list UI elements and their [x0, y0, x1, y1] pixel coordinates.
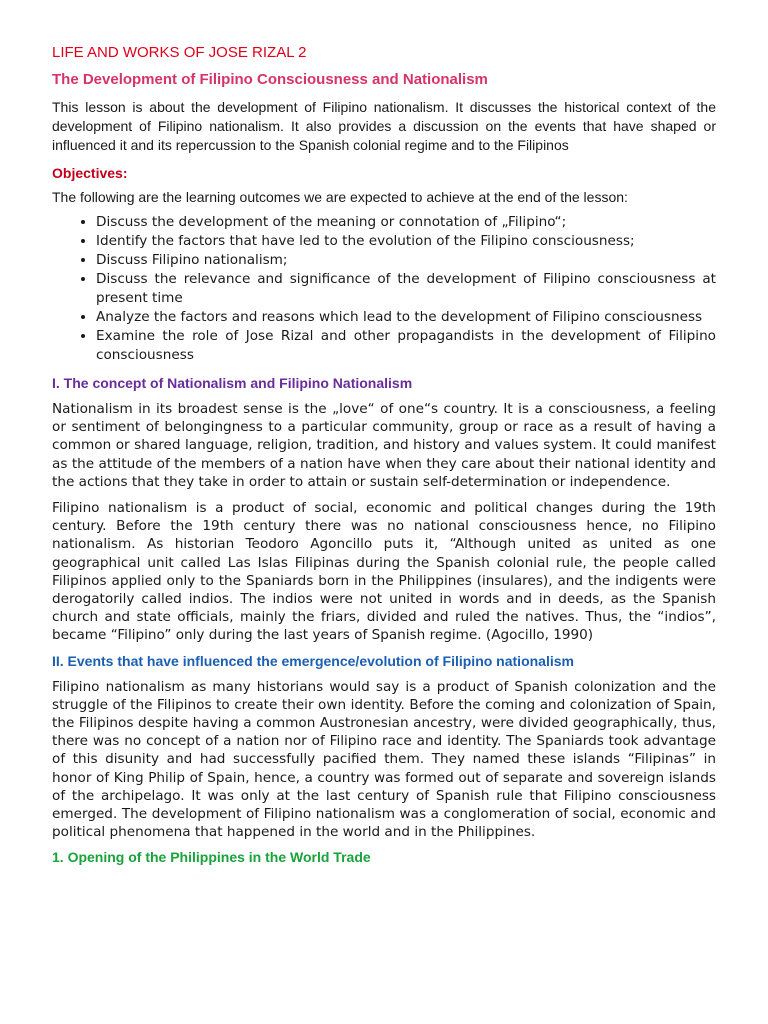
section-1-paragraph-1: Nationalism in its broadest sense is the „love“ of one“s country. It is a consciousness, a feeling or sentiment of belongingness to a particular community, group or race as a result of having a common or shared language, religion, tradition, and history and values system. It could manifest as the attitude of the members of a nation have when they care about their national identity and the actions that they take in order to attain or sustain self-determination or independence.	[52, 401, 716, 490]
objective-item: • Discuss Filipino nationalism;	[96, 251, 716, 270]
objective-item: • Examine the role of Jose Rizal and other propagandists in the development of Filipino consciousness	[96, 327, 716, 365]
section-3-heading: 1. Opening of the Philippines in the World Trade	[52, 849, 371, 866]
document-title: LIFE AND WORKS OF JOSE RIZAL 2	[52, 44, 307, 61]
intro-paragraph: This lesson is about the development of Filipino nationalism. It discusses the historical context of the development of Filipino nationalism. It also provides a discussion on the events that have shaped or influenced it and its repercussion to the Spanish colonial regime and to the Filipinos	[52, 99, 716, 153]
objective-item: • Discuss the development of the meaning or connotation of „Filipino“;	[96, 213, 716, 232]
objectives-lead: The following are the learning outcomes we are expected to achieve at the end of the lesson:	[52, 189, 628, 205]
objective-item: • Analyze the factors and reasons which lead to the development of Filipino consciousness	[96, 308, 716, 327]
objectives-heading: Objectives:	[52, 165, 128, 181]
objective-item: • Discuss the relevance and significance of the development of Filipino consciousness at present time	[96, 270, 716, 308]
lesson-subtitle: The Development of Filipino Consciousness and Nationalism	[52, 71, 488, 88]
section-1-paragraph-2: Filipino nationalism is a product of social, economic and political changes during the 19th century. Before the 19th century there was no national consciousness hence, no Filipino nationalism. As historian Teodoro Agoncillo puts it, “Although united as united as one geographical unit called Las Islas Filipinas during the Spanish colonial rule, the people called Filipinos applied only to the Spaniards born in the Philippines (insulares), and the indigents were derogatorily called indios. The indios were not united in words and in deeds, as the Spanish church and state officials, mainly the friars, divided and ruled the natives. Thus, the “indios”, became “Filipino” only during the last years of Spanish regime. (Agocillo, 1990)	[52, 500, 716, 644]
section-1-heading: I. The concept of Nationalism and Filipino Nationalism	[52, 375, 413, 391]
objective-item: • Identify the factors that have led to the evolution of the Filipino consciousness;	[96, 232, 716, 251]
section-2-heading: II. Events that have influenced the emergence/evolution of Filipino nationalism	[52, 652, 574, 669]
section-2-paragraph-1: Filipino nationalism as many historians would say is a product of Spanish colonization and the struggle of the Filipinos to create their own identity. Before the coming and colonization of Spain, the Filipinos despite having a common Austronesian ancestry, were divided geographically, thus, there was no concept of a nation nor of Filipino race and identity. The Spaniards took advantage of this disunity and had successfully pacified them. They named these islands “Filipinas” in honor of King Philip of Spain, hence, a country was formed out of separate and sovereign islands of the archipelago. It was only at the last century of Spanish rule that Filipino consciousness emerged. The development of Filipino nationalism was a conglomeration of social, economic and political phenomena that happened in the world and in the Philippines.	[52, 678, 716, 841]
objectives-list	[52, 213, 716, 365]
